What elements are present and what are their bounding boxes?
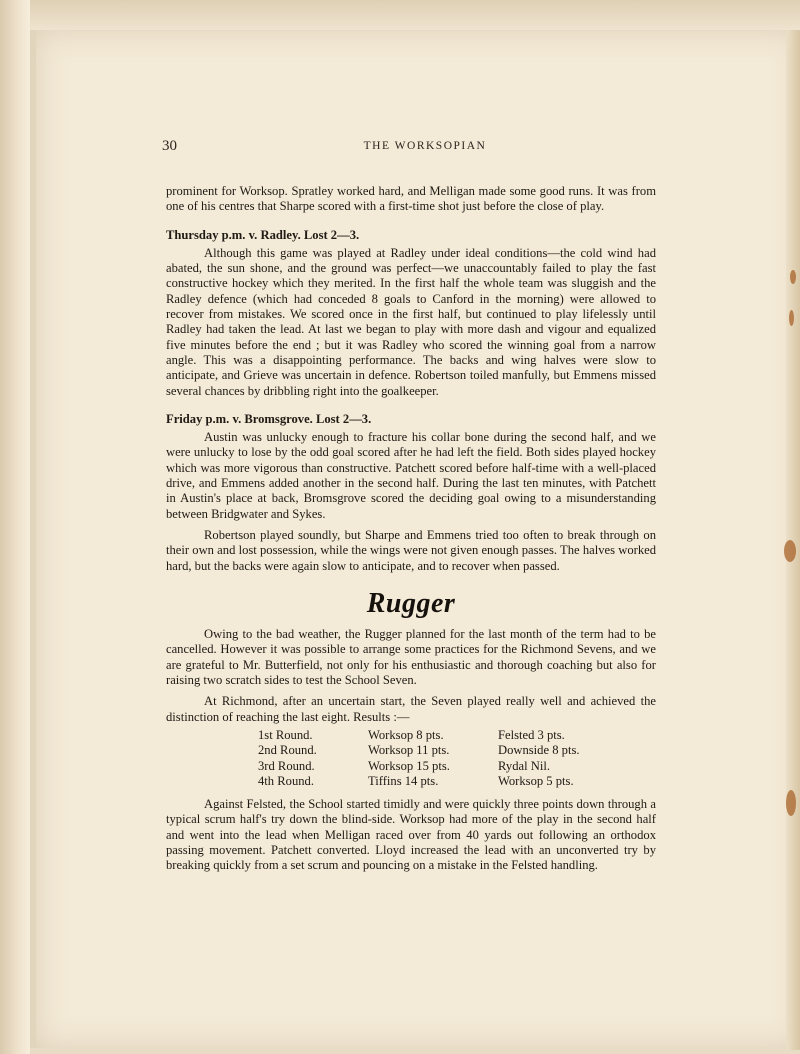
paragraph: Austin was unlucky enough to fracture his collar bone during the second half, and we were unlucky to lose by the odd goal scored after he had left the field. Both sides played hockey which was more vigorous than constructive. Patchett scored before half-time with a well-placed drive, and Emmens added another in the second half. During the last ten minutes, with Patchett in Austin's place at back, Bromsgrove scored the deciding goal owing to a misunderstanding between Bridgwater and Sykes. <box>166 430 656 521</box>
results-table <box>258 728 656 789</box>
paragraph: Owing to the bad weather, the Rugger planned for the last month of the term had to be cancelled. However it was possible to arrange some practices for the Richmond Sevens, and we are grateful to Mr. Butterfield, not only for his enthusiastic and thorough coaching but also for raising two scratch sides to test the School Seven. <box>166 627 656 688</box>
age-stain <box>786 790 796 816</box>
results-row <box>258 759 656 774</box>
age-stain <box>789 310 794 326</box>
round-label: 1st Round. <box>258 727 313 742</box>
match-heading: Friday p.m. v. Bromsgrove. Lost 2—3. <box>166 411 372 426</box>
match-heading: Thursday p.m. v. Radley. Lost 2—3. <box>166 227 360 242</box>
book-binding-left <box>0 0 30 1054</box>
age-stain <box>784 540 796 562</box>
paragraph: Although this game was played at Radley under ideal conditions—the cold wind had abated, the sun shone, and the ground was perfect—we unaccountably failed to play the fast constructive hockey which they merited. In the first half the whole team was sluggish and the Radley defence (which had conceded 8 goals to Canford in the morning) were allowed to recover from mistakes. We scored once in the first half, but continued to play lifelessly until Radley had taken the lead. At last we began to play with more dash and vigour and equalized five minutes before the end ; but it was Radley who scored the winning goal from a narrow angle. This was a disappointing performance. The backs and wing halves were slow to anticipate, and Grieve was uncertain in defence. Robertson toiled manfully, but Emmens missed several chances by dribbling right into the goalkeeper. <box>166 245 656 398</box>
running-head: THE WORKSOPIAN <box>363 140 487 152</box>
opponent-score: Downside 8 pts. <box>498 743 580 758</box>
round-label: 2nd Round. <box>258 743 317 758</box>
worksop-score: Worksop 8 pts. <box>368 727 444 742</box>
round-label: 4th Round. <box>258 773 314 788</box>
section-title: Rugger <box>366 587 456 619</box>
paragraph: Robertson played soundly, but Sharpe and Emmens tried too often to break through on their own and lost possession, while the wings were not given enough passes. The halves worked hard, but the backs were again slow to anticipate, and to recover when passed. <box>166 527 656 573</box>
book-binding-top <box>0 0 800 30</box>
paragraph: prominent for Worksop. Spratley worked hard, and Melligan made some good runs. It was from one of his centres that Sharpe scored with a first-time shot just before the close of play. <box>166 184 656 214</box>
results-row <box>258 743 656 758</box>
page-number: 30 <box>162 138 177 154</box>
worksop-score: Worksop 11 pts. <box>368 743 450 758</box>
worksop-score: Worksop 15 pts. <box>368 758 450 773</box>
results-row <box>258 774 656 789</box>
opponent-score: Worksop 5 pts. <box>498 773 574 788</box>
opponent-score: Felsted 3 pts. <box>498 727 565 742</box>
worksop-score: Tiffins 14 pts. <box>368 773 439 788</box>
opponent-score: Rydal Nil. <box>498 758 550 773</box>
article-body <box>166 184 656 874</box>
age-stain <box>790 270 796 284</box>
round-label: 3rd Round. <box>258 758 315 773</box>
paragraph: Against Felsted, the School started timidly and were quickly three points down through a typical scrum half's try down the blind-side. Worksop had more of the play in the second half and went into the lead when Melligan raced over from 40 yards out following an orthodox passing movement. Patchett converted. Lloyd increased the lead with an unconverted try by breaking quickly from a set scrum and pouncing on a mistake in the Felsted handling. <box>166 797 656 873</box>
paragraph: At Richmond, after an uncertain start, the Seven played really well and achieved the distinction of reaching the last eight. Results :— <box>166 694 656 724</box>
results-row <box>258 728 656 743</box>
page-header <box>162 138 658 160</box>
